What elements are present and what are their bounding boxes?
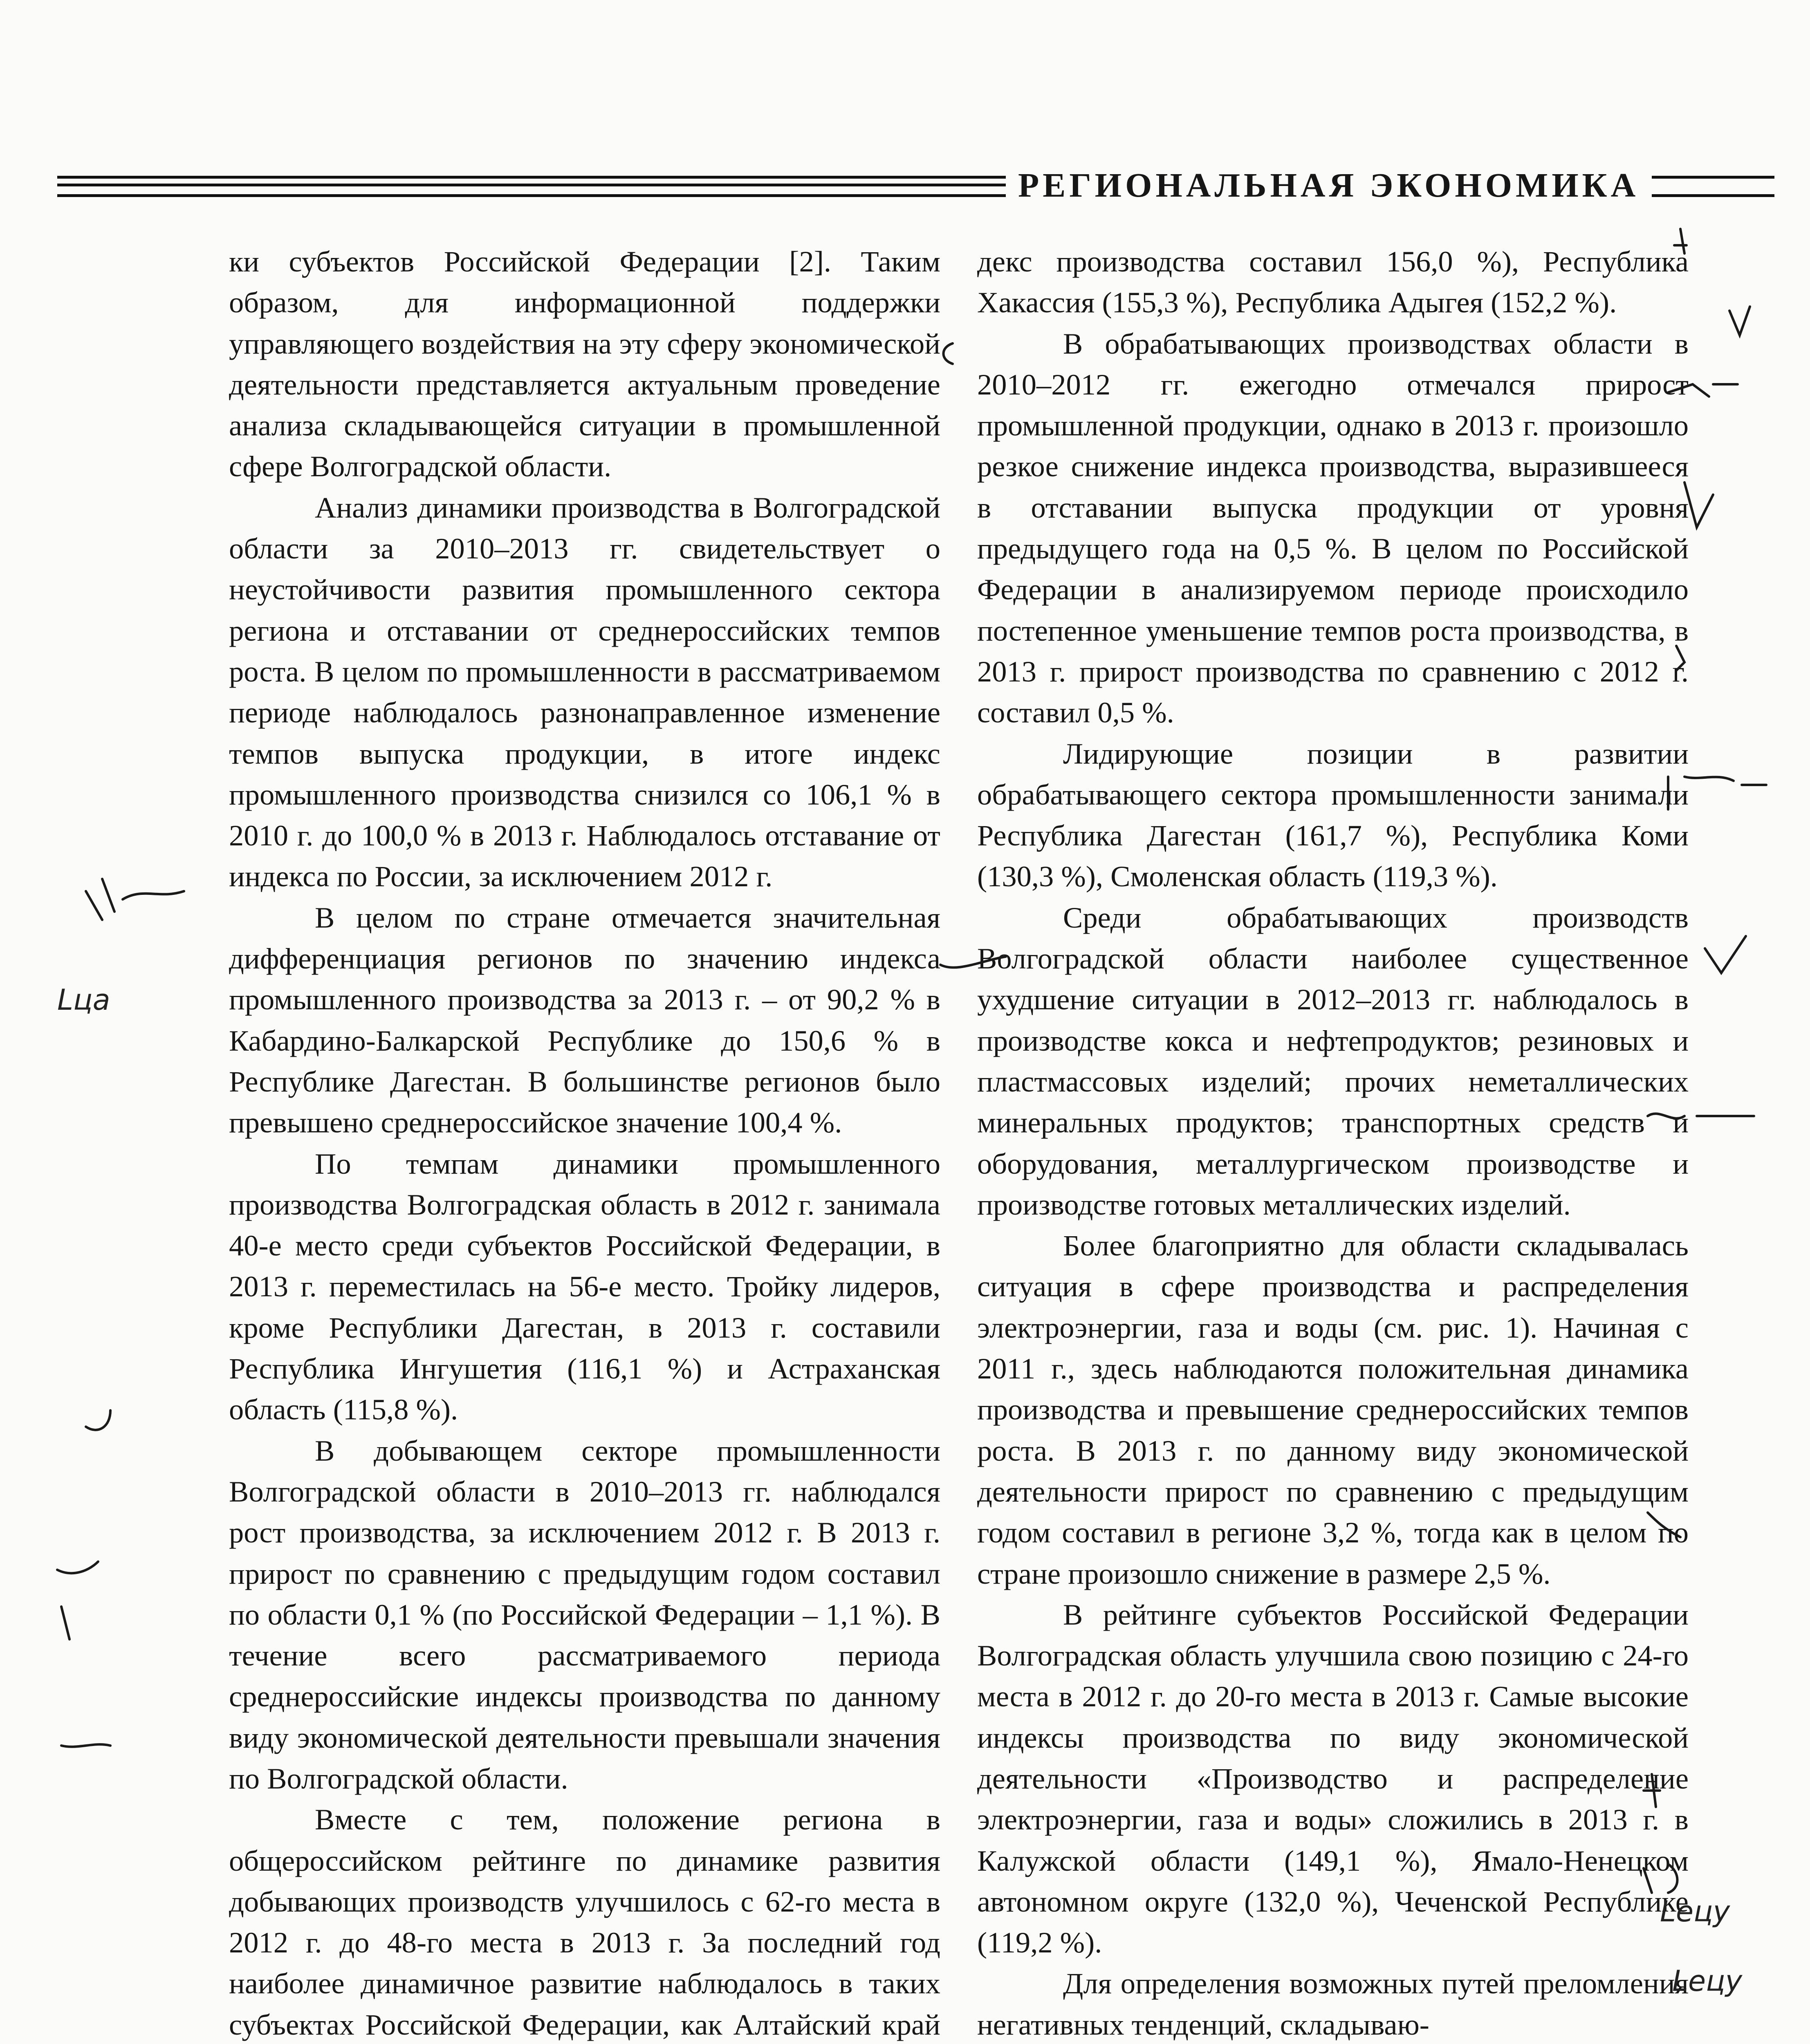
paragraph: ки субъектов Российской Федерации [2]. Таким образом, для информационной поддержки управляющего воздействия на эту сферу экономической деятельности представляется актуальным проведение анализа складывающейся ситуации в промышленной сфере Волгоградской области. bbox=[229, 245, 940, 483]
paragraph: Лидирующие позиции в развитии обрабатывающего сектора промышленности занимали Республика Дагестан (161,7 %), Республика Коми (130,3 %), Смоленская область (119,3 %). bbox=[977, 737, 1689, 893]
paragraph: В добывающем секторе промышленности Волгоградской области в 2010–2013 гг. наблюдался рост производства, за исключением 2012 г. В 2013 г. прирост по сравнению с предыдущим годом составил по области 0,1 % (по Российской Федерации – 1,1 %). В течение всего рассматриваемого периода среднероссийские индексы производства по данному виду экономической деятельности превышали значения по Волгоградской области. bbox=[229, 1434, 940, 1795]
paragraph: В рейтинге субъектов Российской Федерации Волгоградская область улучшила свою позицию с 24-го места в 2012 г. до 20-го места в 2013 г. Самые высокие индексы производства по виду экономической деятельности «Производство и распределение электроэнергии, газа и воды» сложились в 2013 г. в Калужской области (149,1 %), Ямало-Ненецком автономном округе (132,0 %), Чеченской Республике (119,2 %). bbox=[977, 1598, 1689, 1959]
paragraph: Анализ динамики производства в Волгоградской области за 2010–2013 гг. свидетельствует о неустойчивости развития промышленного сектора региона и отставании от среднероссийских темпов роста. В целом по промышленности в рассматриваемом периоде наблюдалось разнонаправленное изменение темпов выпуска продукции, в итоге индекс промышленного производства снизился со 106,1 % в 2010 г. до 100,0 % в 2013 г. Наблюдалось отставание от индекса по России, за исключением 2012 г. bbox=[229, 491, 940, 893]
paragraph: Более благоприятно для области складывалась ситуация в сфере производства и распределения электроэнергии, газа и воды (см. рис. 1). Начиная с 2011 г., здесь наблюдаются положительная динамика производства и превышение среднероссийских темпов роста. В 2013 г. по данному виду экономической деятельности прирост по сравнению с предыдущим годом составил в регионе 3,2 %, тогда как в целом по стране произошло снижение в размере 2,5 %. bbox=[977, 1229, 1689, 1590]
left-column bbox=[229, 241, 940, 2044]
handwritten-note: Lцa bbox=[57, 983, 110, 1017]
correction-mark bbox=[944, 343, 953, 364]
header-rule-right bbox=[1652, 176, 1774, 197]
paragraph: По темпам динамики промышленного производства Волгоградская область в 2012 г. занимала 40-е место среди субъектов Российской Федерации, в 2013 г. переместилась на 56-е место. Тройку лидеров, кроме Республики Дагестан, в 2013 г. составили Республика Ингушетия (116,1 %) и Астраханская область (115,8 %). bbox=[229, 1147, 940, 1426]
handwritten-note: Leцy bbox=[1660, 1895, 1730, 1928]
paragraph: В обрабатывающих производствах области в 2010–2012 гг. ежегодно отмечался прирост промышленной продукции, однако в 2013 г. произошло резкое снижение индекса производства, выразившееся в отставании выпуска продукции от уровня предыдущего года на 0,5 %. В целом по Российской Федерации в анализируемом периоде происходило постепенное уменьшение темпов роста производства, в 2013 г. прирост производства по сравнению с 2012 г. составил 0,5 %. bbox=[977, 327, 1689, 729]
paragraph: В целом по стране отмечается значительная дифференциация регионов по значению индекса промышленного производства за 2013 г. – от 90,2 % в Кабардино-Балкарской Республике до 150,6 % в Республике Дагестан. В большинстве регионов было превышено среднероссийское значение 100,4 %. bbox=[229, 901, 940, 1139]
handwritten-note: Leцy bbox=[1672, 1964, 1743, 1998]
correction-mark bbox=[61, 1744, 110, 1747]
section-title: РЕГИОНАЛЬНАЯ ЭКОНОМИКА bbox=[1018, 166, 1640, 204]
correction-mark bbox=[57, 1562, 98, 1639]
correction-mark bbox=[1729, 307, 1750, 335]
paragraph: Среди обрабатывающих производств Волгоградской области наиболее существенное ухудшение ситуации в 2012–2013 гг. наблюдалось в производстве кокса и нефтепродуктов; резиновых и пластмассовых изделий; прочих неметаллических минеральных продуктов; транспортных средств и оборудования, металлургическом производстве и производстве готовых металлических изделий. bbox=[977, 901, 1689, 1221]
paragraph: Для определения возможных путей преломления негативных тенденций, складываю- bbox=[977, 1967, 1689, 2041]
correction-mark bbox=[1705, 936, 1746, 973]
right-column bbox=[977, 241, 1689, 2044]
paragraph: декс производства составил 156,0 %), Республика Хакассия (155,3 %), Республика Адыгея (152,2 %). bbox=[977, 245, 1689, 319]
header-rule-left bbox=[57, 176, 1006, 197]
correction-mark bbox=[86, 1410, 110, 1430]
paragraph: Вместе с тем, положение региона в общероссийском рейтинге по динамике развития добывающих производств улучшилось с 62-го места в 2012 г. до 48-го места в 2013 г. За последний год наиболее динамичное развитие наблюдалось в таких субъектах Российской Федерации, как Алтайский край bbox=[229, 1803, 940, 2041]
correction-mark bbox=[1684, 482, 1713, 527]
correction-mark bbox=[86, 879, 184, 920]
